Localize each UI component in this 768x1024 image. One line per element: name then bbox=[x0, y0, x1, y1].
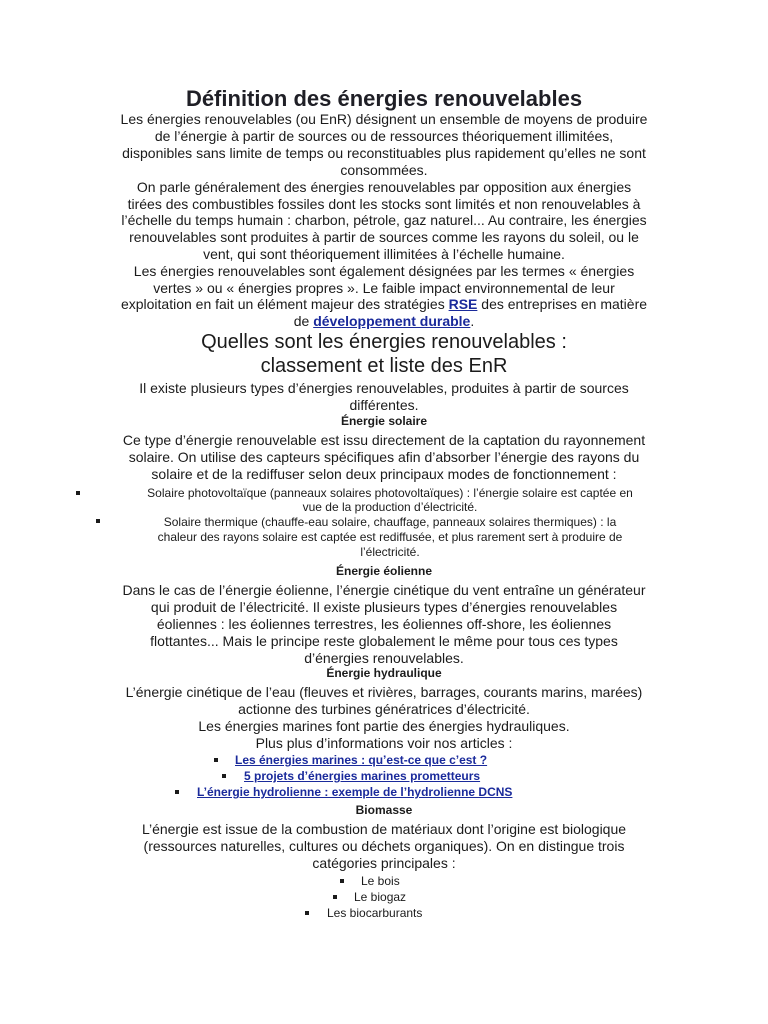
intro-line: consommées. bbox=[340, 162, 428, 178]
intro-line: renouvelables sont produites à partir de sources comme les rayons du soleil, ou le bbox=[129, 229, 639, 245]
intro-line: l’échelle du temps humain : charbon, pétrole, gaz naturel... Au contraire, les énergies bbox=[121, 212, 647, 228]
list-bullet bbox=[333, 895, 337, 899]
link-projets-marines-text[interactable]: 5 projets d’énergies marines prometteurs bbox=[244, 769, 481, 783]
hydraulique-line: actionne des turbines génératrices d’électricité. bbox=[238, 701, 530, 717]
rse-link[interactable]: RSE bbox=[448, 296, 478, 312]
biomasse-line: L’énergie est issue de la combustion de matériaux dont l’origine est biologique bbox=[141, 821, 627, 837]
biomasse-line: catégories principales : bbox=[312, 855, 456, 871]
intro-line: disponibles sans limite de temps ou reconstituables plus rapidement qu’elles ne sont bbox=[122, 145, 646, 161]
intro-text: exploitation en fait un élément majeur des stratégies bbox=[120, 296, 449, 312]
intro-line: Les énergies renouvelables (ou EnR) désignent un ensemble de moyens de produire bbox=[120, 111, 648, 127]
eolienne-line: flottantes... Mais le principe reste globalement le même pour tous ces types bbox=[150, 633, 618, 649]
list-bullet bbox=[305, 911, 309, 915]
intro-text: . bbox=[470, 313, 475, 329]
hydraulique-line: Les énergies marines font partie des énergies hydrauliques. bbox=[198, 718, 570, 734]
list-item-thermique-cont: chaleur des rayons solaire est captée est rediffusée, et plus rarement sert à produire de bbox=[157, 530, 623, 544]
list-bullet bbox=[175, 790, 179, 794]
intro-line: vent, qui sont théoriquement illimitées à l’échelle humaine. bbox=[203, 246, 565, 262]
list-bullet bbox=[76, 491, 80, 495]
intro-line: On parle généralement des énergies renouvelables par opposition aux énergies bbox=[136, 179, 632, 195]
list-item-bois: Le bois bbox=[361, 874, 400, 888]
subheading-hydraulique: Énergie hydraulique bbox=[326, 666, 442, 680]
eolienne-line: d’énergies renouvelables. bbox=[304, 650, 464, 666]
subheading-biomasse: Biomasse bbox=[355, 803, 413, 817]
link-hydrolienne[interactable] bbox=[197, 785, 512, 799]
intro-line: de l’énergie à partir de sources ou de ressources théoriquement illimitées, bbox=[154, 128, 614, 144]
eolienne-line: Dans le cas de l’énergie éolienne, l’énergie cinétique du vent entraîne un générateur bbox=[122, 582, 646, 598]
list-bullet bbox=[340, 879, 344, 883]
list-item-photovoltaique-cont: vue de la production d’électricité. bbox=[302, 500, 478, 514]
hydraulique-line: L’énergie cinétique de l’eau (fleuves et rivières, barrages, courants marins, marées) bbox=[125, 684, 643, 700]
intro-text: des entreprises en matière bbox=[477, 296, 648, 312]
list-bullet bbox=[214, 758, 218, 762]
subheading-solaire: Énergie solaire bbox=[340, 414, 428, 428]
link-energies-marines[interactable] bbox=[235, 753, 487, 767]
solaire-line: solaire et de la rediffuser selon deux principaux modes de fonctionnement : bbox=[151, 466, 617, 482]
list-item-biogaz: Le biogaz bbox=[354, 890, 407, 904]
developpement-durable-link[interactable]: développement durable bbox=[313, 313, 471, 329]
link-projets-marines[interactable] bbox=[244, 769, 480, 783]
subheading-eolienne: Énergie éolienne bbox=[335, 564, 433, 578]
eolienne-line: éoliennes : les éoliennes terrestres, les éoliennes off-shore, les éoliennes bbox=[156, 616, 612, 632]
section-intro-line: Il existe plusieurs types d’énergies renouvelables, produites à partir de sources bbox=[139, 380, 629, 396]
intro-line: vertes » ou « énergies propres ». Le faible impact environnemental de leur bbox=[153, 280, 615, 296]
biomasse-line: (ressources naturelles, cultures ou déchets organiques). On en distingue trois bbox=[143, 838, 625, 854]
page-title: Définition des énergies renouvelables bbox=[185, 86, 583, 111]
list-bullet bbox=[222, 774, 226, 778]
eolienne-line: qui produit de l’électricité. Il existe plusieurs types d’énergies renouvelables bbox=[150, 599, 618, 615]
list-item-photovoltaique: Solaire photovoltaïque (panneaux solaires photovoltaïques) : l’énergie solaire est captée en bbox=[147, 486, 633, 500]
intro-line: Les énergies renouvelables sont également désignées par les termes « énergies bbox=[133, 263, 635, 279]
section-title-line: classement et liste des EnR bbox=[260, 355, 508, 377]
solaire-line: Ce type d’énergie renouvelable est issu directement de la captation du rayonnement bbox=[122, 432, 646, 448]
list-item-thermique: Solaire thermique (chauffe-eau solaire, chauffage, panneaux solaires thermiques) : la bbox=[163, 515, 617, 529]
link-energies-marines-text[interactable]: Les énergies marines : qu’est-ce que c’est ? bbox=[235, 753, 488, 767]
hydraulique-line: Plus plus d’informations voir nos articles : bbox=[255, 735, 513, 751]
section-title-line: Quelles sont les énergies renouvelables : bbox=[201, 331, 567, 353]
section-title bbox=[110, 330, 658, 378]
intro-text: de bbox=[293, 313, 314, 329]
link-hydrolienne-text[interactable]: L’énergie hydrolienne : exemple de l’hydrolienne DCNS bbox=[197, 785, 513, 799]
intro-line: tirées des combustibles fossiles dont les stocks sont limités et non renouvelables à bbox=[127, 196, 641, 212]
solaire-line: solaire. On utilise des capteurs spécifiques afin d’absorber l’énergie des rayons du bbox=[128, 449, 640, 465]
list-item-biocarburants: Les biocarburants bbox=[327, 906, 423, 920]
intro-line bbox=[60, 313, 708, 330]
section-intro-line: différentes. bbox=[349, 397, 419, 413]
intro-line bbox=[60, 296, 708, 313]
list-item-thermique-cont: l’électricité. bbox=[360, 545, 420, 559]
